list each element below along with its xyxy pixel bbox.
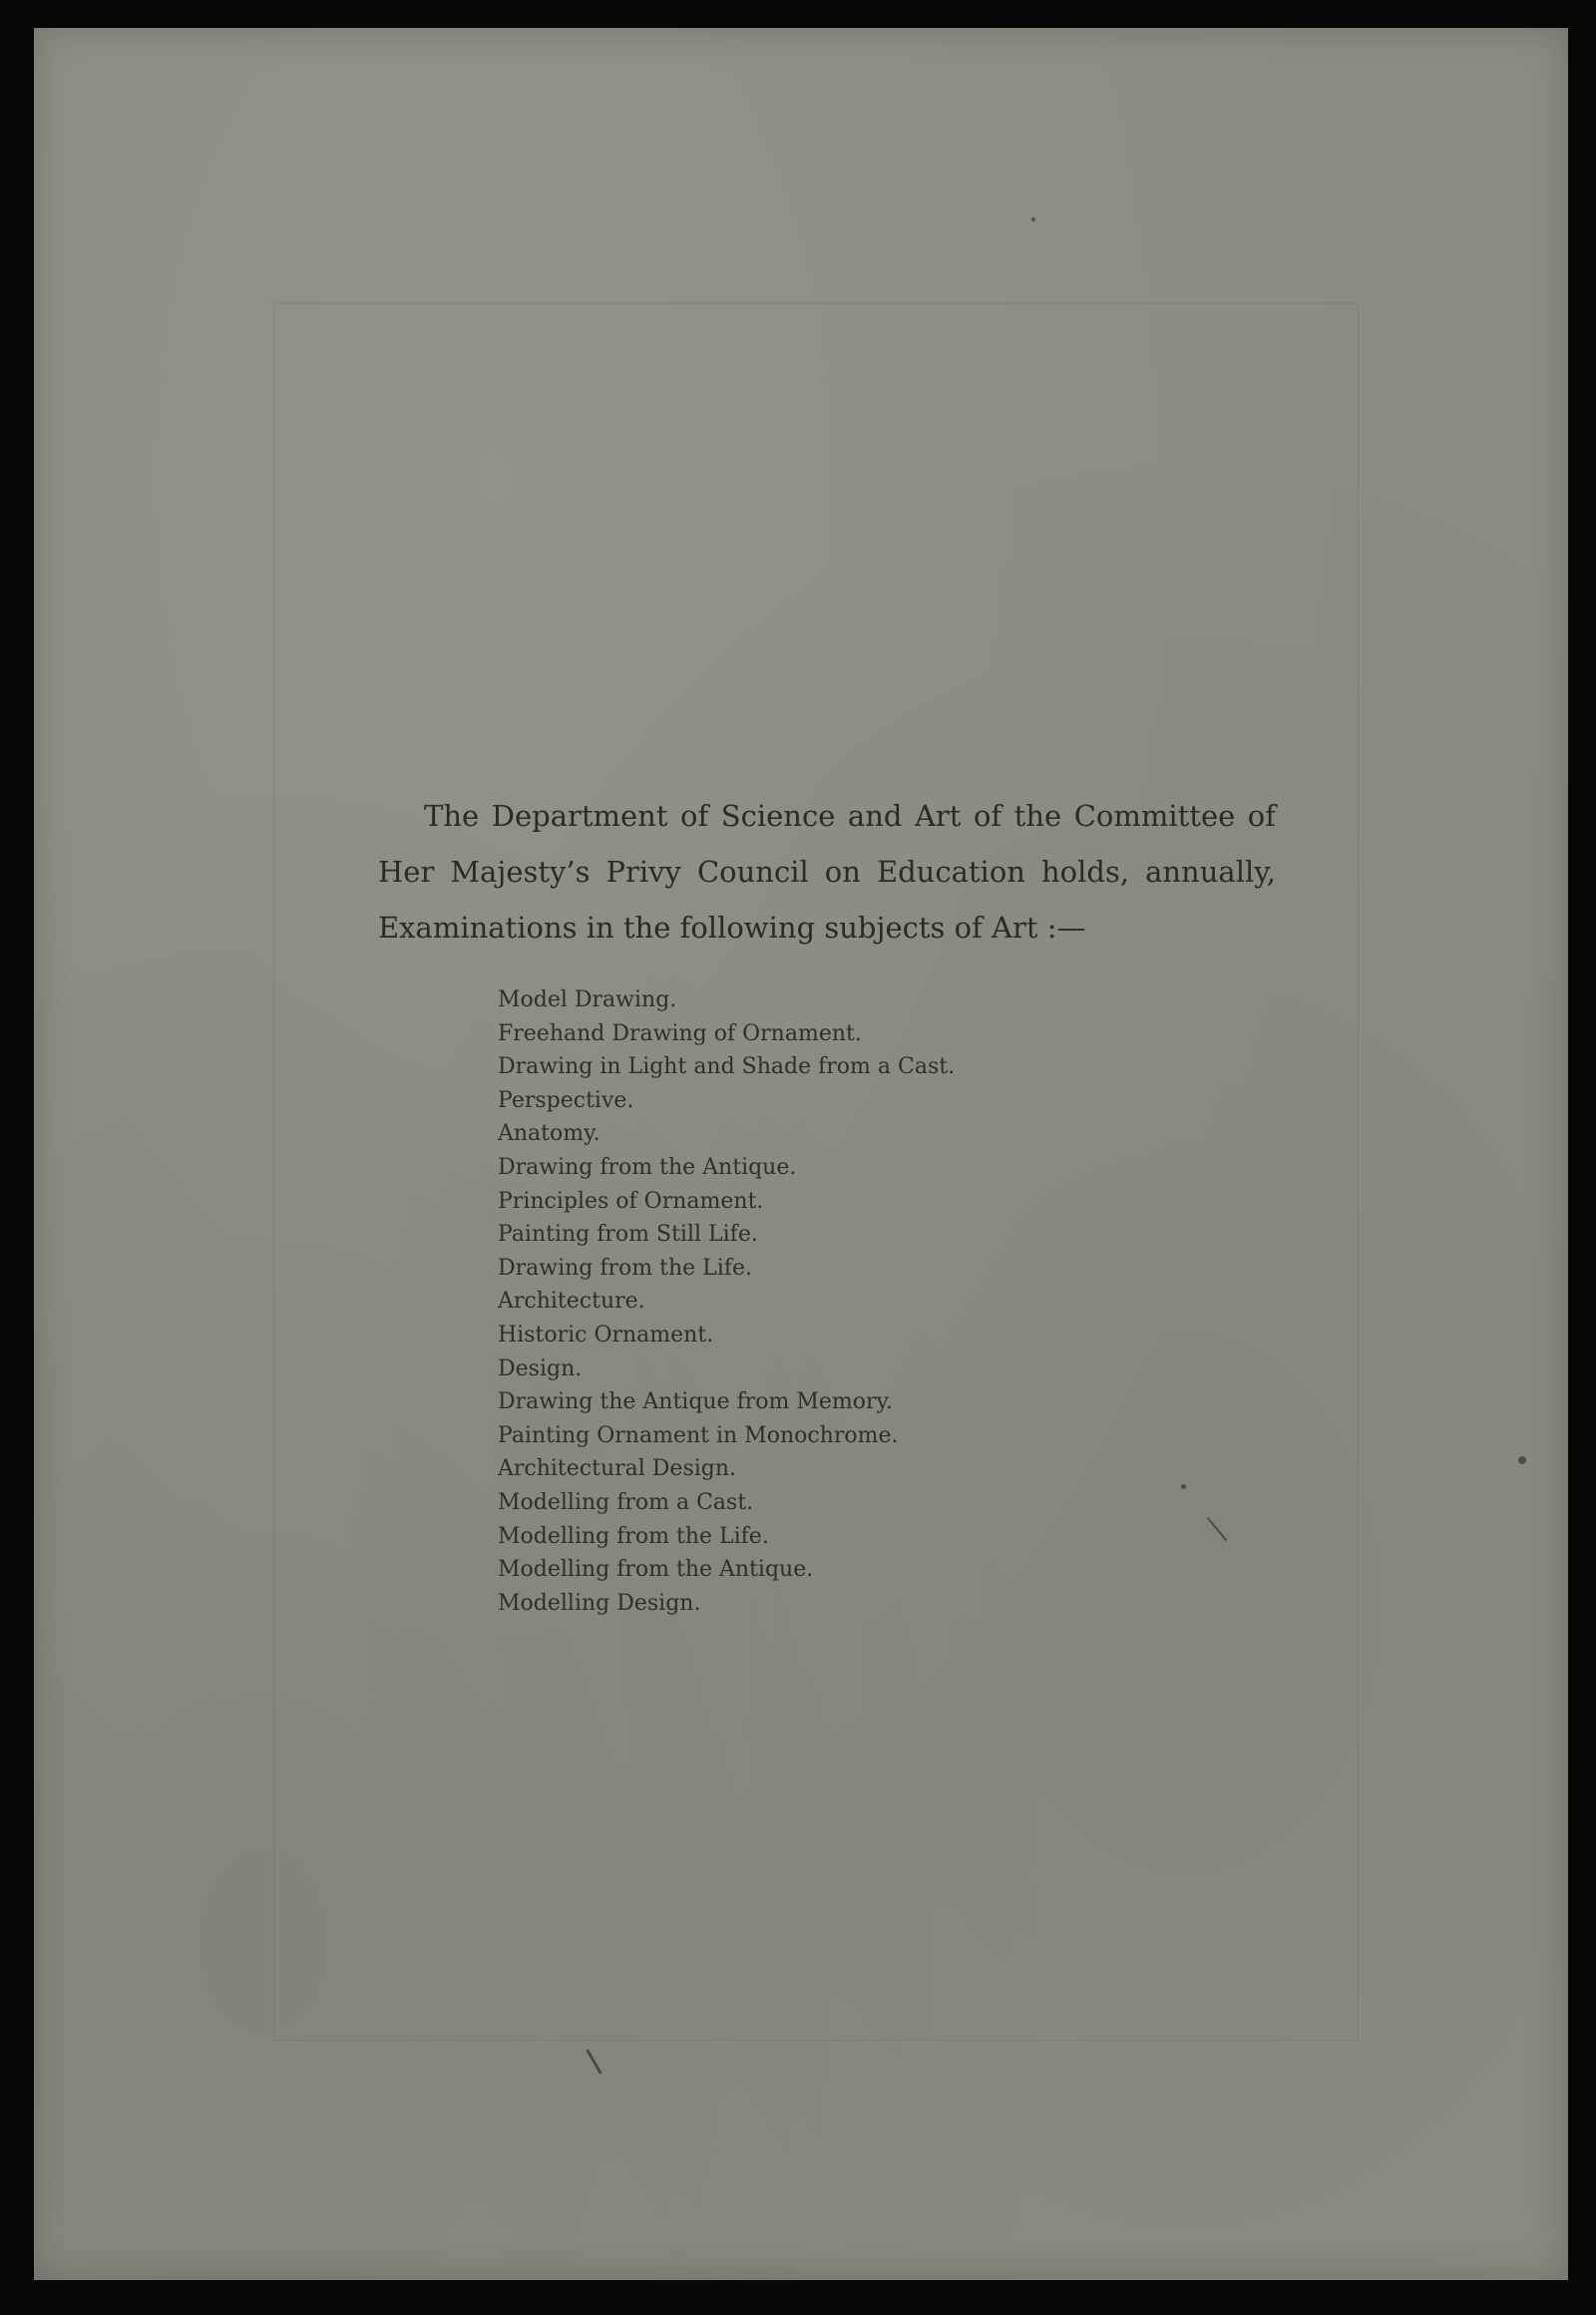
subject-item: Anatomy.	[498, 1121, 600, 1147]
subject-item: Modelling Design.	[498, 1590, 701, 1616]
subject-item: Architectural Design.	[498, 1456, 737, 1482]
subject-item: Drawing from the Life.	[498, 1255, 752, 1281]
paper-speck	[586, 2049, 602, 2075]
document-page	[34, 28, 1568, 2280]
paper-speck	[1031, 217, 1035, 221]
subject-item: Model Drawing.	[498, 987, 677, 1012]
subject-item: Modelling from the Antique.	[498, 1557, 814, 1583]
subject-item: Perspective.	[498, 1087, 634, 1113]
subject-item: Freehand Drawing of Ornament.	[498, 1020, 862, 1046]
subject-item: Modelling from a Cast.	[498, 1489, 754, 1515]
intro-paragraph: The Department of Science and Art of the Committee of Her Majesty’s Privy Council on Education holds, annually, Examinations in the following subjects of Art :—	[378, 799, 1276, 945]
subject-item: Principles of Ornament.	[498, 1188, 764, 1214]
paper-speck	[1518, 1456, 1526, 1464]
subjects-list	[498, 983, 955, 1620]
subject-item: Historic Ornament.	[498, 1322, 714, 1348]
subject-item: Drawing in Light and Shade from a Cast.	[498, 1054, 956, 1080]
subject-item: Drawing from the Antique.	[498, 1154, 797, 1180]
subject-item: Drawing the Antique from Memory.	[498, 1389, 894, 1415]
subject-item: Design.	[498, 1355, 583, 1381]
subject-item: Painting Ornament in Monochrome.	[498, 1422, 899, 1448]
subject-item: Painting from Still Life.	[498, 1222, 758, 1248]
subject-item: Architecture.	[498, 1289, 645, 1315]
subject-item: Modelling from the Life.	[498, 1523, 769, 1549]
paper-speck	[1181, 1484, 1186, 1489]
